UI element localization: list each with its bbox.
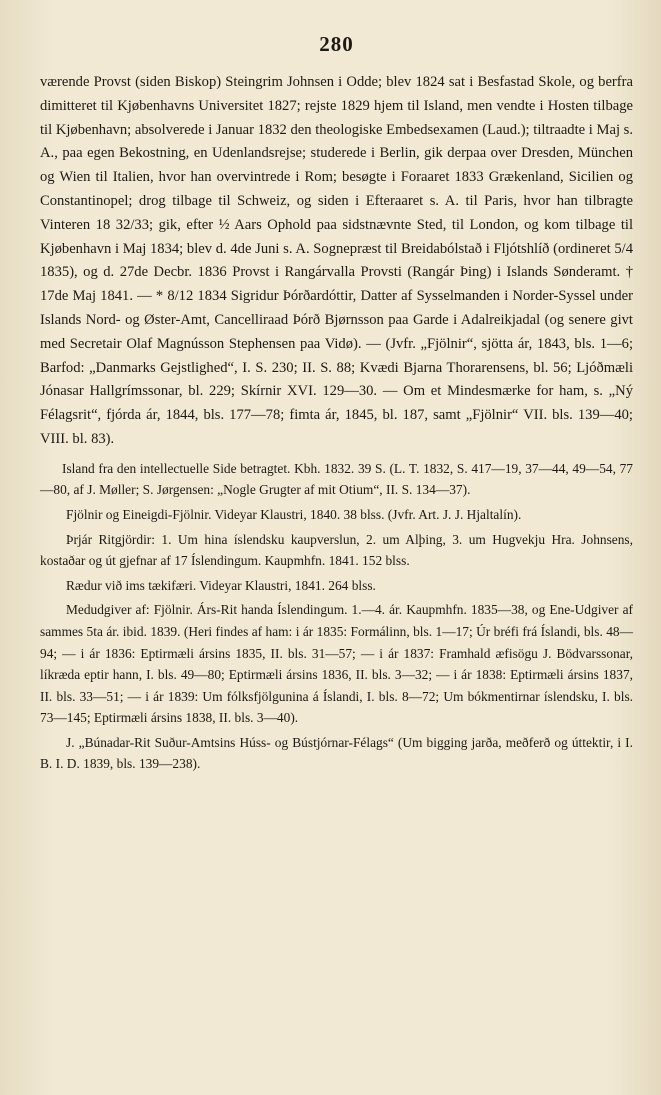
entry-island: Island fra den intellectuelle Side betragtet. Kbh. 1832. 39 S. (L. T. 1832, S. 417—19, 37—44, 49—54, 77—80, af J. Møller; S. Jørgensen: „Nogle Grugter af mit Otium“, II. S. 134—37). (40, 460, 633, 498)
entry-raedur: Rædur við ims tækifæri. Videyar Klaustri, 1841. 264 blss. (66, 577, 376, 593)
entry-fjolnir-eineigdi: Fjölnir og Eineigdi-Fjölnir. Videyar Klaustri, 1840. 38 blss. (Jvfr. Art. J. J. Hjaltalín). (66, 506, 522, 522)
page-number: 280 (319, 32, 354, 56)
biography-paragraph: værende Provst (siden Biskop) Steingrim Johnsen i Odde; blev 1824 sat i Besfastad Skole, og berfra dimitteret til Kjøbenhavns Universitet 1827; rejste 1829 hjem til Island, men vendte i Hosten tilbage til Kjøbenhavn; absolverede i Januar 1832 den theologiske Embedsexamen (Laud.); tiltraadte i Maj s. A., paa egen Bekostning, en Udenlandsrejse; studerede i Berlin, gik derpaa over Dresden, München og Wien til Italien, hvor han overvintrede i Rom; besøgte i Foraaret 1833 Grækenland, Sicilien og Constantinopel; drog tilbage til Schweiz, og siden i Efteraaret s. A. til Paris, hvor han tilbragte Vinteren 18 32/33; gik, efter ½ Aars Ophold paa sidstnævnte Sted, til London, og kom tilbage til Kjøbenhavn i Maj 1834; blev d. 4de Juni s. A. Sognepræst til Breidabólstað i Fljótshlíð (ordineret 5/4 1835), og d. 27de Decbr. 1836 Provst i Rangárvalla Provsti (Rangár Þing) i Islands Sønderamt. † 17de Maj 1841. — * 8/12 1834 Sigridur Þórðardóttir, Datter af Sysselmanden i Norder-Syssel under Islands Nord- og Øster-Amt, Cancelliraad Þórð Bjørnsson paa Garde i Adalreikjadal (og senere givt med Secretair Olaf Magnússon Stephensen paa Vidø). — (Jvfr. „Fjölnir“, sjötta ár, 1843, bls. 1—6; Barfod: „Danmarks Gejstlighed“, I. S. 230; II. S. 88; Kvædi Bjarna Thorarensens, bl. 56; Ljóðmæli Jónasar Hallgrímssonar, bl. 229; Skírnir XVI. 129—30. — Om et Mindesmærke for ham, s. „Ný Félagsrit“, fjórda ár, 1844, bls. 177—78; fimta ár, 1845, bl. 187, samt „Fjölnir“ VII. bls. 139—40; VIII. bl. 83). (40, 74, 633, 447)
entry-medudgiver-fjolnir: Medudgiver af: Fjölnir. Árs-Rit handa Íslendingum. 1.—4. ár. Kaupmhfn. 1835—38, og Ene-Udgiver af sammes 5ta ár. ibid. 1839. (Heri findes af ham: i ár 1835: Formálinn, bls. 1—17; Úr bréfi frá Íslandi, bls. 48—94; — i ár 1836: Eptirmæli ársins 1835, II. bls. 31—57; — i ár 1837: Framhald æfisögu J. Bödvarssonar, líkræda eptir hann, I. bls. 49—80; Eptirmæli ársins 1836, II. bls. 3—32; — i ár 1838: Eptirmæli ársins 1837, II. bls. 33—51; — i ár 1839: Um fólksfjölgunina á Íslandi, I. bls. 8—72; Um bókmentirnar íslendsku, I. bls. 73—145; Eptirmæli ársins 1838, II. bls. 3—40). (40, 602, 633, 726)
entry-bunadar-rit: J. „Búnadar-Rit Suður-Amtsins Húss- og Bústjórnar-Félags“ (Um bigging jarða, meðferð og úttektir, i I. B. I. D. 1839, bls. 139—238). (40, 734, 633, 772)
entry-thrjar-ritgjordir: Þrjár Ritgjördir: 1. Um hina íslendsku kaupverslun, 2. um Alþing, 3. um Hugvekju Hra. Johnsens, kostaðar og út gjefnar af 17 Íslendingum. Kaupmhfn. 1841. 152 blss. (40, 531, 633, 569)
